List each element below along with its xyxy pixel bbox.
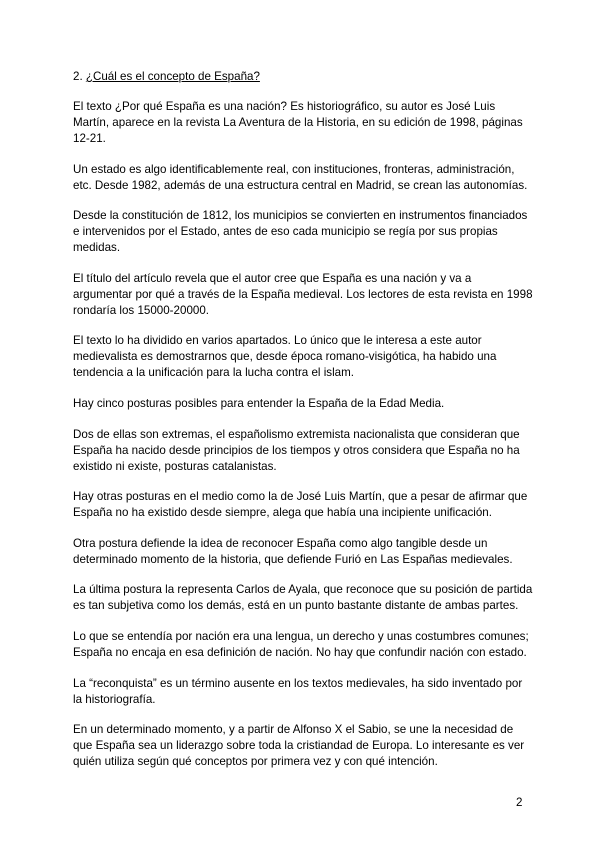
paragraph-8: Hay otras posturas en el medio como la de José Luis Martín, que a pesar de afirmar que España no ha existido desde siempre, alega que había una incipiente unificación. — [73, 490, 528, 520]
page-number: 2 — [516, 796, 523, 809]
section-heading — [73, 69, 533, 85]
paragraph-2: Un estado es algo identificablemente real, con instituciones, fronteras, administración, etc. Desde 1982, además de una estructura central en Madrid, se crean las autonomías. — [73, 162, 528, 192]
paragraph-5: El texto lo ha dividido en varios apartados. Lo único que le interesa a este autor medievalista es demostrarnos que, desde época romano-visigótica, ha habido una tendencia a la unificación para la lucha contra el islam. — [73, 334, 497, 380]
paragraph-13: En un determinado momento, y a partir de Alfonso X el Sabio, se une la necesidad de que España sea un liderazgo sobre toda la cristiandad de Europa. Lo interesante es ver quién utiliza según qué conceptos por primera vez y con qué intención. — [73, 723, 525, 769]
section-number: 2. — [73, 70, 86, 83]
paragraph-11: Lo que se entendía por nación era una lengua, un derecho y unas costumbres comunes; España no encaja en esa definición de nación. No hay que confundir nación con estado. — [73, 629, 529, 659]
paragraph-10: La última postura la representa Carlos de Ayala, que reconoce que su posición de partida es tan subjetiva como los demás, está en un punto bastante distante de ambas partes. — [73, 583, 533, 613]
paragraph-6: Hay cinco posturas posibles para entender la España de la Edad Media. — [73, 396, 445, 410]
paragraph-12: La “reconquista” es un término ausente en los textos medievales, ha sido inventado por la historiografía. — [73, 676, 523, 706]
paragraph-4: El título del artículo revela que el autor cree que España es una nación y va a argumentar por qué a través de la España medieval. Los lectores de esta revista en 1998 rondaría los 15000-20000. — [73, 271, 533, 317]
section-title: ¿Cuál es el concepto de España? — [85, 70, 260, 83]
page-content — [73, 69, 533, 785]
paragraph-3: Desde la constitución de 1812, los municipios se convierten en instrumentos financiados e intervenidos por el Estado, antes de eso cada municipio se regía por sus propias medidas. — [73, 209, 528, 255]
paragraph-7: Dos de ellas son extremas, el españolismo extremista nacionalista que consideran que España ha nacido desde principios de los tiempos y otros considera que España no ha existido ni existe, posturas catalanistas. — [73, 427, 520, 473]
paragraph-1: El texto ¿Por qué España es una nación? Es historiográfico, su autor es José Luis Martín, aparece en la revista La Aventura de la Historia, en su edición de 1998, páginas 12-21. — [73, 100, 523, 145]
paragraph-9: Otra postura defiende la idea de reconocer España como algo tangible desde un determinado momento de la historia, que defiende Furió en Las Españas medievales. — [73, 536, 513, 566]
